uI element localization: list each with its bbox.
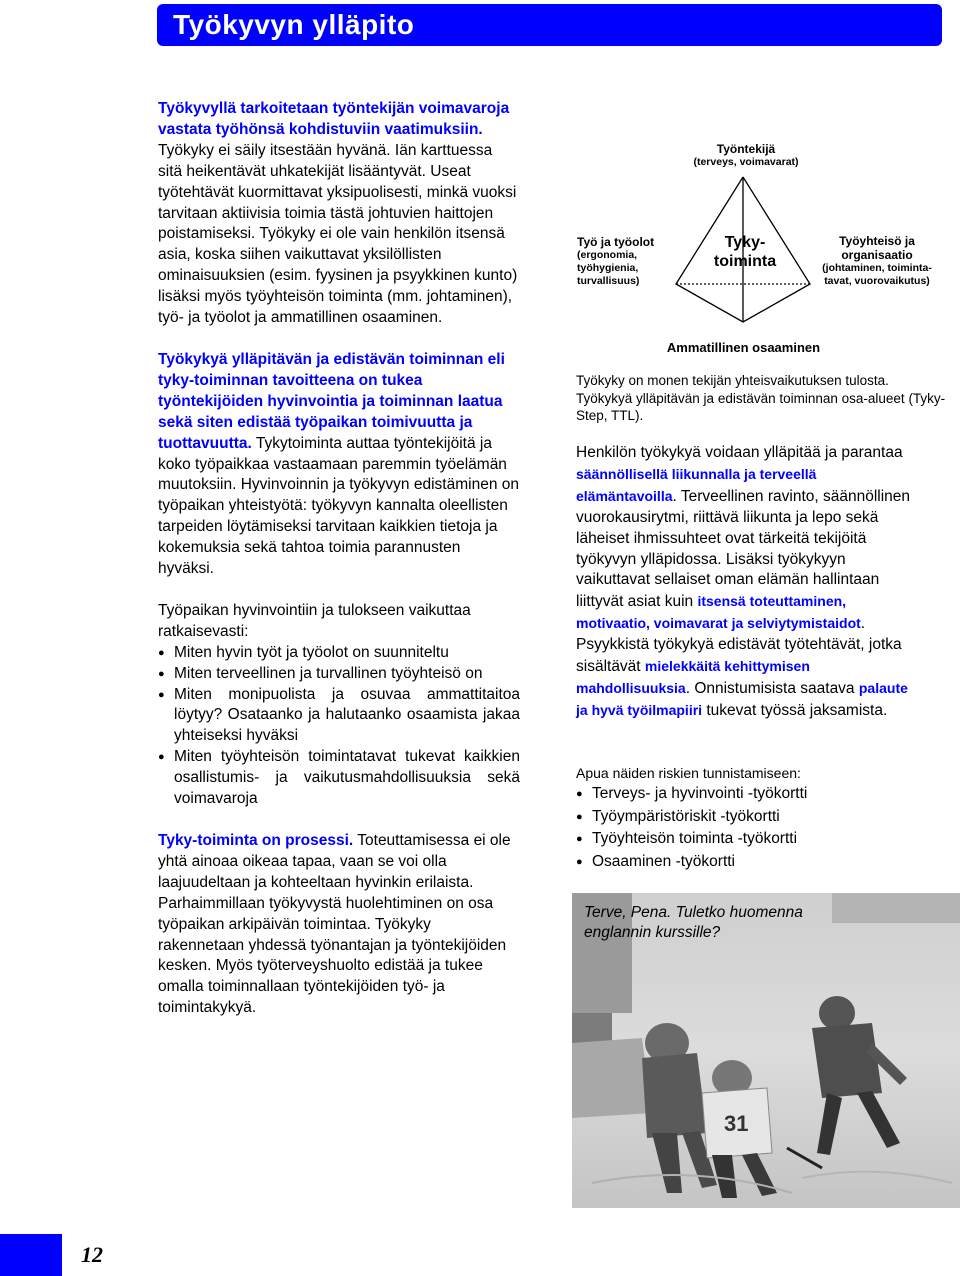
factors-intro: Työpaikan hyvinvointiin ja tulokseen vaikuttaa ratkaisevasti: [158, 601, 471, 640]
lifestyle-text: . Onnistumisista saatava [685, 679, 859, 697]
diagram-right-sub: (johtaminen, toiminta- [822, 262, 932, 274]
lifestyle-text: Henkilön työkykyä voidaan ylläpitää ja parantaa [576, 444, 903, 461]
diagram-left-label [577, 235, 687, 288]
page-title: Työkyvyn ylläpito [173, 9, 415, 40]
tools-list [576, 783, 921, 873]
process-text: Toteuttamisessa ei ole yhtä ainoaa oikeaa tapaa, vaan se voi olla laajuudeltaan ja kohteeltaan hyvinkin erilaista. Parhaimmillaan työkyvystä huolehtiminen on osa työpaikan arkipäivän toimintaa. Työkyky rakennetaan yhdessä työnantajan ja työntekijöiden kesken. Myös työterveyshuolto edistää ja tukee omalla toiminnallaan työntekijöiden työ- ja toimintakykyä. [158, 832, 511, 1017]
lifestyle-text: tukevat työssä jaksamista. [702, 701, 888, 719]
lifestyle-highlight: palaute ja hyvä työilmapiiri [576, 679, 908, 718]
lifestyle-highlight: säännöllisellä liikunnalla ja terveellä elämäntavoilla [576, 465, 817, 504]
process-paragraph [158, 831, 520, 1019]
diagram-center-label [700, 233, 790, 271]
list-item: ● Miten terveellinen ja turvallinen työyhteisö on [158, 664, 520, 685]
intro-text: Työkyky ei säily itsestään hyvänä. Iän karttuessa sitä heikentävät uhkatekijät lisääntyvät. Useat työtehtävät kuormittavat yksipuolisesti, minkä vuoksi tarvitaan aktiivisia toimia tästä johtuvien haittojen poistamiseksi. Työkyky ei ole vain henkilön itsensä asia, koska siihen vaikuttavat yksilöllisten ominaisuuksien (esim. fyysinen ja psyykkinen kunto) lisäksi myös työyhteisön toiminta (mm. johtaminen), työ- ja työolot ja ammatillinen osaaminen. [158, 141, 518, 327]
page-header-bar [157, 4, 942, 46]
footer-accent-block [0, 1234, 62, 1276]
list-item: ● Terveys- ja hyvinvointi -työkortti [576, 783, 921, 806]
intro-bold: Työkyvyllä tarkoitetaan työntekijän voimavaroja vastata työhönsä kohdistuviin vaatimuksiin. [158, 100, 510, 138]
goal-bold: Työkykyä ylläpitävän ja edistävän toiminnan eli tyky-toiminnan tavoitteena on tukea työntekijöiden hyvinvointia ja toiminnan laatua sekä siten edistää työpaikan toimivuutta ja tuottavuutta. [158, 350, 505, 452]
diagram-bottom-label: Ammatillinen osaaminen [666, 340, 821, 355]
list-item: ● Osaaminen -työkortti [576, 851, 921, 874]
factors-paragraph [158, 601, 520, 643]
lifestyle-paragraph [576, 443, 921, 722]
list-item: ● Miten hyvin työt ja työolot on suunniteltu [158, 643, 520, 664]
lifestyle-highlight: mielekkäitä kehittymisen mahdollisuuksia [576, 658, 810, 696]
lifestyle-text: . Terveellinen ravinto, säännöllinen vuorokausirytmi, riittävä liikunta ja lepo sekä läheiset ihmissuhteet ovat tärkeitä tekijöitä työkyvyn ylläpidossa. Lisäksi työkykyyn vaikuttavat sellaiset oman elämän hallintaan liittyvät asiat kuin [576, 487, 911, 611]
left-column [158, 99, 520, 1019]
diagram-left-title: Työ ja työolot [577, 235, 655, 249]
lifestyle-text: . Psyykkistä työkykyä edistävät työtehtävät, jotka sisältävät [576, 615, 902, 676]
intro-paragraph [158, 99, 520, 329]
process-bold: Tyky-toiminta on prosessi. [158, 832, 354, 849]
diagram-left-sub: turvallisuus) [577, 275, 640, 287]
goal-text: Tykytoiminta auttaa työntekijöitä ja koko työpaikkaa vastaamaan paremmin työelämän muutoksiin. Hyvinvoinnin ja työkyvyn edistäminen on työpaikan yhteistyötä: työkyvyn kannalta oleellisten tarpeiden löytämiseksi tarvitaan kaikkien tietoja ja kokemuksia sekä tahtoa toimia parannusten hyväksi. [158, 434, 519, 578]
lifestyle-highlight: itsensä toteuttaminen, motivaatio, voimavarat ja selviytymistaidot [576, 593, 861, 632]
list-item: ● Työyhteisön toiminta -työkortti [576, 828, 921, 851]
tyky-diagram [570, 130, 955, 365]
list-item: ● Miten monipuolista ja osuvaa ammattitaitoa löytyy? Osataanko ja halutaanko osaamista jakaa yhteiseksi hyväksi [158, 685, 520, 748]
diagram-caption: Työkyky on monen tekijän yhteisvaikutuksen tulosta. Työkykyä ylläpitävän ja edistävän toiminnan osa-alueet (Tyky-Step, TTL). [576, 373, 946, 423]
diagram-center-line: toiminta [713, 253, 777, 270]
diagram-left-sub: työhygienia, [577, 262, 639, 274]
diagram-top-sub: (terveys, voimavarat) [693, 156, 799, 168]
page-number: 12 [81, 1242, 103, 1267]
factors-list [158, 643, 520, 810]
list-item: ● Miten työyhteisön toimintatavat tukevat kaikkien osallistumis- ja vaikutusmahdollisuuksia sekä voimavaroja [158, 747, 520, 810]
diagram-right-title: Työyhteisö ja [839, 234, 915, 248]
diagram-top-title: Työntekijä [716, 142, 776, 156]
photo-caption: Terve, Pena. Tuletko huomenna englannin kurssille? [584, 904, 803, 941]
hockey-photo [572, 893, 960, 1208]
diagram-center-line: Tyky- [724, 234, 766, 251]
diagram-right-sub: tavat, vuorovaikutus) [824, 275, 930, 287]
tools-intro: Apua näiden riskien tunnistamiseen: [576, 765, 801, 781]
diagram-right-title: organisaatio [841, 248, 913, 262]
svg-text:31: 31 [724, 1111, 749, 1136]
diagram-left-sub: (ergonomia, [577, 249, 638, 261]
right-column [576, 443, 921, 722]
diagram-right-label [812, 234, 942, 288]
goal-paragraph [158, 350, 520, 580]
list-item: ● Työympäristöriskit -työkortti [576, 806, 921, 829]
